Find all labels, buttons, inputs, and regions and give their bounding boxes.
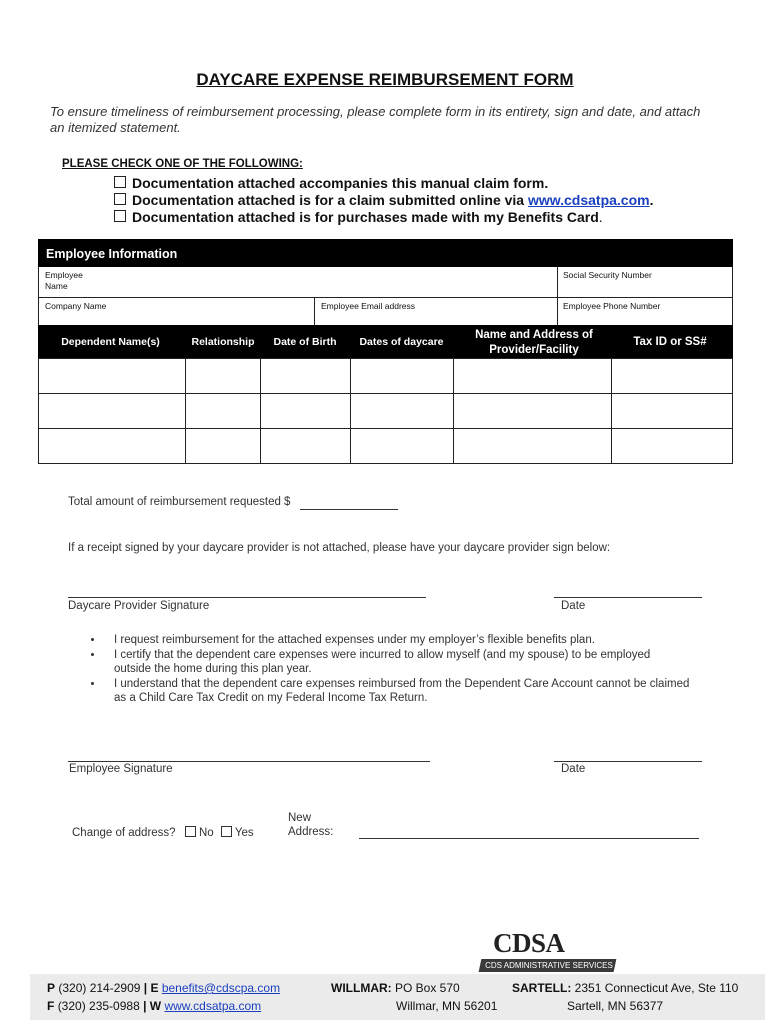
- list-item: • I understand that the dependent care expenses reimbursed from the Dependent Care Account cannot be claimed as a Child Care Tax Credit on my Federal Income Tax Return.: [104, 677, 690, 706]
- checkbox-address-no[interactable]: [185, 826, 196, 837]
- dependent-grid[interactable]: [38, 358, 733, 464]
- divider: [38, 297, 733, 298]
- footer-willmar-line-2: Willmar, MN 56201: [396, 999, 498, 1013]
- divider: [314, 297, 315, 325]
- intro-text: To ensure timeliness of reimbursement processing, please complete form in its entirety, sign and date, and attach an itemized statement.: [50, 104, 701, 135]
- provider-signature-line[interactable]: [68, 597, 426, 598]
- footer-contact-line-2: F (320) 235-0988 | W www.cdsatpa.com: [47, 999, 262, 1013]
- dependent-table-header: [38, 325, 733, 358]
- company-name-field[interactable]: Company Name: [45, 301, 107, 311]
- checkbox-manual-claim[interactable]: [114, 176, 126, 188]
- checkbox-address-yes[interactable]: [221, 826, 232, 837]
- divider: [453, 358, 454, 464]
- employee-info-header: Employee Information: [38, 239, 733, 267]
- employee-date-label: Date: [561, 763, 586, 775]
- certification-statements: [90, 633, 690, 706]
- divider: [185, 358, 186, 464]
- divider: [350, 358, 351, 464]
- col-date-of-birth: Date of Birth: [273, 336, 337, 348]
- option-manual-claim[interactable]: Documentation attached accompanies this manual claim form.: [114, 175, 548, 191]
- provider-date-line[interactable]: [554, 597, 702, 598]
- checkbox-benefits-card[interactable]: [114, 210, 126, 222]
- phone-field[interactable]: Employee Phone Number: [563, 301, 661, 311]
- address-change-question: Change of address?: [72, 827, 176, 839]
- checkbox-online-claim[interactable]: [114, 193, 126, 205]
- new-address-label-2: Address:: [288, 826, 334, 838]
- employee-date-line[interactable]: [554, 761, 702, 762]
- new-address-input[interactable]: [359, 838, 699, 839]
- divider: [557, 267, 558, 325]
- website-link[interactable]: www.cdsatpa.com: [164, 999, 262, 1013]
- provider-date-label: Date: [561, 600, 586, 612]
- email-link[interactable]: benefits@cdscpa.com: [161, 981, 281, 995]
- col-dates-of-daycare: Dates of daycare: [359, 336, 444, 348]
- logo-subtitle: CDS ADMINISTRATIVE SERVICES: [485, 961, 613, 970]
- address-yes-label: Yes: [234, 827, 254, 839]
- col-relationship: Relationship: [191, 336, 255, 348]
- footer-contact-line-1: P (320) 214-2909 | E benefits@cdscpa.com: [47, 981, 281, 995]
- col-tax-id: Tax ID or SS#: [633, 336, 707, 348]
- cdsatpa-link[interactable]: www.cdsatpa.com: [527, 192, 650, 208]
- option-benefits-card[interactable]: Documentation attached is for purchases made with my Benefits Card.: [114, 209, 603, 225]
- form-title: DAYCARE EXPENSE REIMBURSEMENT FORM: [196, 70, 574, 89]
- table-row: [38, 393, 733, 394]
- cdsa-logo: CDSA: [493, 928, 565, 958]
- col-provider: Name and Address of Provider/Facility: [475, 329, 593, 356]
- email-field[interactable]: Employee Email address: [321, 301, 416, 311]
- total-amount-input[interactable]: [300, 509, 398, 510]
- employee-name-field[interactable]: Employee Name: [45, 270, 83, 291]
- divider: [260, 358, 261, 464]
- divider: [611, 358, 612, 464]
- ssn-field[interactable]: Social Security Number: [563, 270, 652, 280]
- employee-signature-label: Employee Signature: [69, 763, 173, 775]
- provider-signature-label: Daycare Provider Signature: [68, 600, 210, 612]
- address-no-label: No: [198, 827, 214, 839]
- list-item: • I certify that the dependent care expenses were incurred to allow myself (and my spouse) to be employed outside the home during this plan year.: [104, 648, 690, 677]
- new-address-label-1: New: [288, 812, 312, 824]
- footer-sartell-line-1: SARTELL: 2351 Connecticut Ave, Ste 110: [512, 981, 739, 995]
- table-row: [38, 428, 733, 429]
- list-item: • I request reimbursement for the attached expenses under my employer’s flexible benefits plan.: [104, 633, 690, 648]
- footer-willmar-line-1: WILLMAR: PO Box 570: [331, 981, 460, 995]
- employee-signature-line[interactable]: [68, 761, 430, 762]
- address-change-row: [72, 826, 254, 839]
- total-amount-label: Total amount of reimbursement requested $: [68, 496, 291, 508]
- check-heading: PLEASE CHECK ONE OF THE FOLLOWING:: [62, 158, 303, 170]
- col-dependent-name: Dependent Name(s): [61, 336, 160, 348]
- receipt-note: If a receipt signed by your daycare provider is not attached, please have your daycare provider sign below:: [68, 542, 611, 554]
- option-online-claim[interactable]: Documentation attached is for a claim submitted online via www.cdsatpa.com.: [114, 192, 653, 208]
- footer-sartell-line-2: Sartell, MN 56377: [567, 999, 664, 1013]
